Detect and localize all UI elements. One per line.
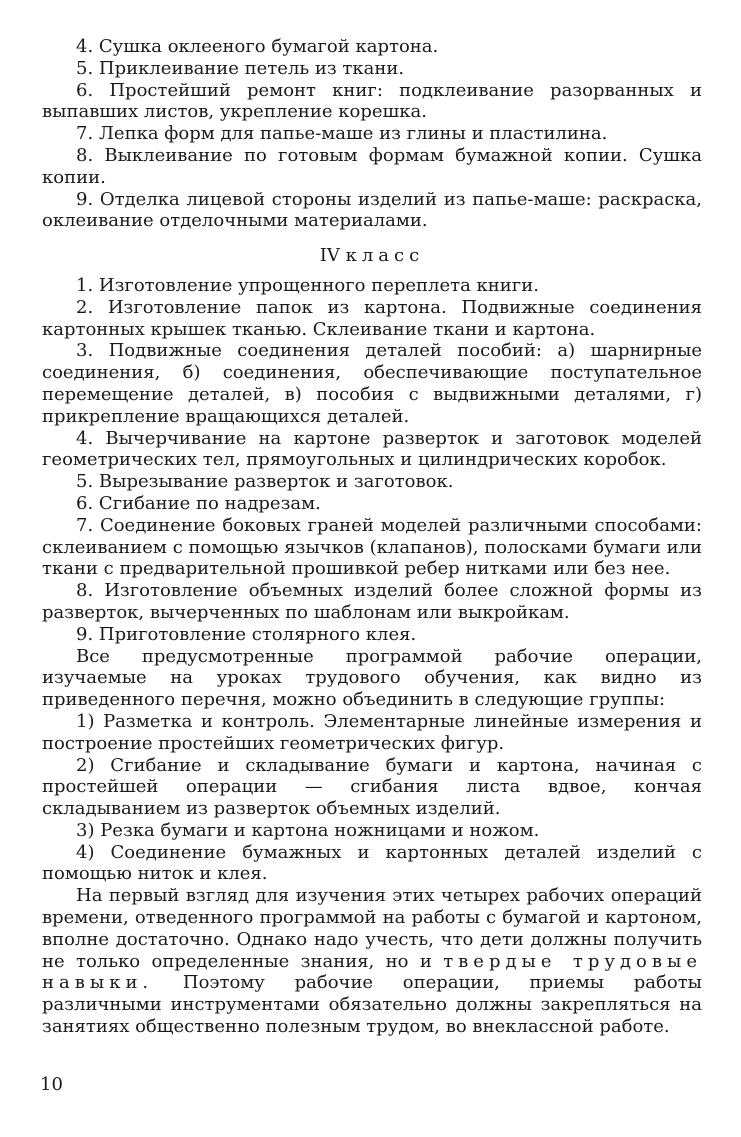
final-paragraph	[42, 885, 702, 1038]
list-item: 4. Сушка оклееного бумагой картона.	[76, 36, 439, 57]
heading-word: класс	[345, 245, 425, 267]
final-text-before: На первый взгляд для изучения этих четырех рабочих операций времени, отведенного программой на работы с бумагой и картоном, вполне достаточно. Однако надо учесть, что дети должны получить не только определенные знания, но и	[42, 885, 702, 972]
list-item: 4. Вычерчивание на картоне разверток и заготовок моделей геометрических тел, прямоугольных и цилиндрических коробок.	[42, 427, 702, 471]
list-item: 9. Приготовление столярного клея.	[76, 623, 417, 645]
list-item: 1. Изготовление упрощенного переплета книги.	[76, 274, 539, 296]
list-item: 6. Простейший ремонт книг: подклеивание разорванных и выпавших листов, укрепление корешка.	[42, 79, 702, 123]
group-item: 4) Соединение бумажных и картонных деталей изделий с помощью ниток и клея.	[42, 841, 702, 885]
list-item: 6. Сгибание по надрезам.	[76, 492, 321, 514]
final-emphasis: твердые трудовые навыки.	[42, 950, 702, 994]
heading-numeral: IV	[319, 245, 340, 267]
list-item: 7. Лепка форм для папье-маше из глины и пластилина.	[76, 123, 608, 145]
intro-paragraph: Все предусмотренные программой рабочие операции, изучаемые на уроках трудового обучения, как видно из приведенного перечня, можно объединить в следующие группы:	[42, 645, 702, 711]
page-number: 10	[40, 1074, 63, 1095]
list-item: 5. Приклеивание петель из ткани.	[76, 57, 405, 79]
list-item: 2. Изготовление папок из картона. Подвижные соединения картонных крышек тканью. Склеивание ткани и картона.	[42, 296, 702, 340]
group-item: 2) Сгибание и складывание бумаги и картона, начиная с простейшей операции — сгибания листа вдвое, кончая складыванием из разверток объемных изделий.	[42, 754, 702, 820]
list-item: 8. Изготовление объемных изделий более сложной формы из разверток, вычерченных по шаблонам или выкройкам.	[42, 580, 702, 623]
list-item: 7. Соединение боковых граней моделей различными способами: склеиванием с помощью язычков (клапанов), полосками бумаги или ткани с предварительной прошивкой ребер нитками или без нее.	[42, 514, 702, 580]
page-body	[42, 36, 702, 1038]
list-item: 5. Вырезывание разверток и заготовок.	[76, 471, 454, 493]
final-text-after: Поэтому рабочие операции, приемы работы различными инструментами обязательно должны закрепляться на занятиях общественно полезным трудом, во внеклассной работе.	[42, 972, 702, 1038]
list-item: 3. Подвижные соединения деталей пособий: а) шарнирные соединения, б) соединения, обеспечивающие поступательное перемещение деталей, в) пособия с выдвижными деталями, г) прикрепление вращающихся деталей.	[42, 340, 702, 427]
list-item: 9. Отделка лицевой стороны изделий из папье-маше: раскраска, оклеивание отделочными материалами.	[42, 188, 702, 232]
list-item: 8. Выклеивание по готовым формам бумажной копии. Сушка копии.	[42, 144, 702, 188]
section-heading	[42, 245, 702, 267]
group-item: 1) Разметка и контроль. Элементарные линейные измерения и построение простейших геометрических фигур.	[42, 710, 702, 754]
group-item: 3) Резка бумаги и картона ножницами и ножом.	[76, 819, 540, 841]
